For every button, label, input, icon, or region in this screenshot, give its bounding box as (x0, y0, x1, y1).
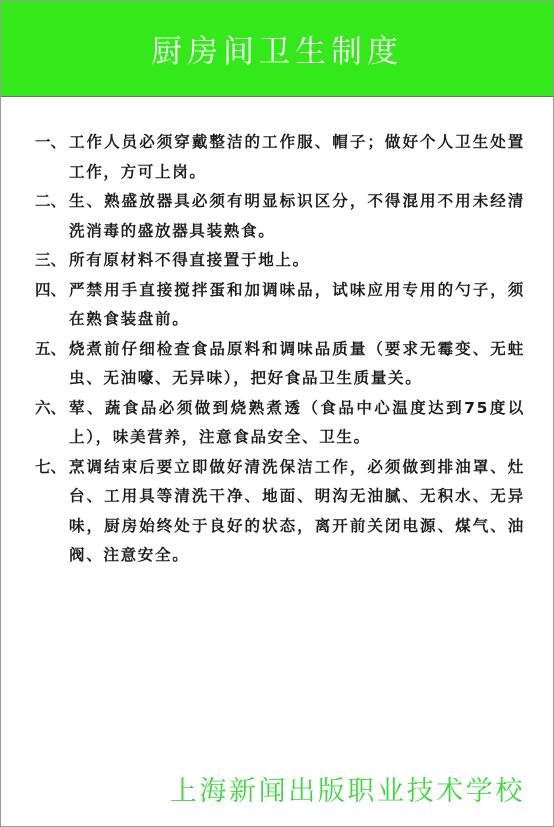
rule-text: 生、熟盛放器具必须有明显标识区分，不得混用不用未经清洗消毒的盛放器具装熟食。 (69, 192, 525, 240)
rule-text: 烹调结束后要立即做好清洗保洁工作，必须做到排油罩、灶台、工用具等清洗干净、地面、明沟无油腻、无积水、无异味，厨房始终处于良好的状态，离开前关闭电源、煤气、油阀、注意安全。 (69, 457, 525, 564)
rule-text: 烧煮前仔细检查食品原料和调味品质量（要求无霉变、无蛀虫、无油嚎、无异味），把好食品卫生质量关。 (69, 339, 525, 387)
rule-item-5 (35, 335, 525, 394)
rule-number: 六、 (35, 398, 67, 417)
school-name: 上海新闻出版职业技术学校 (169, 776, 525, 807)
rule-item-7 (35, 453, 525, 571)
rule-text: 荤、蔬食品必须做到烧熟煮透（食品中心温度达到75度以上），味美营养，注意食品安全、卫生。 (69, 398, 525, 446)
title-banner (1, 1, 553, 96)
rule-item-3 (35, 246, 525, 276)
rule-number: 二、 (35, 192, 67, 210)
rule-item-4 (35, 276, 525, 335)
rule-number: 一、 (35, 133, 67, 151)
rule-text: 严禁用手直接搅拌蛋和加调味品，试味应用专用的勺子，须在熟食装盘前。 (69, 280, 525, 328)
rule-text: 工作人员必须穿戴整洁的工作服、帽子；做好个人卫生处置工作，方可上岗。 (69, 133, 525, 181)
rule-item-1 (35, 128, 525, 187)
divider (1, 96, 553, 97)
rule-number: 七、 (35, 457, 67, 476)
page-title: 厨房间卫生制度 (151, 34, 403, 70)
rules-list (35, 128, 525, 571)
rule-item-2 (35, 187, 525, 246)
rule-item-6 (35, 394, 525, 453)
rule-number: 四、 (35, 280, 67, 299)
rule-text: 所有原材料不得直接置于地上。 (69, 251, 310, 269)
rule-number: 五、 (35, 339, 67, 358)
rule-number: 三、 (35, 251, 67, 269)
